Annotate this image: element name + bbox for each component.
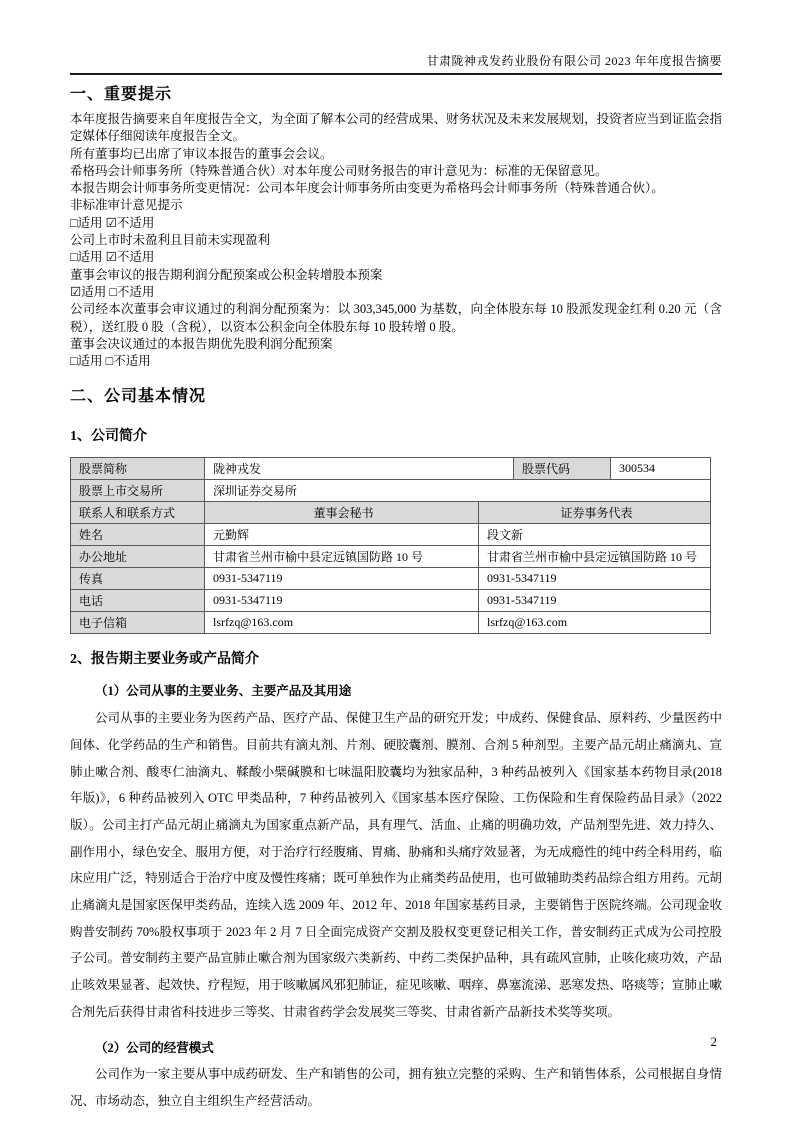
notice-checkbox-line: □适用 ☑不适用 — [70, 250, 155, 265]
table-cell-label: 传真 — [71, 568, 205, 590]
table-cell-value: 0931-5347119 — [205, 568, 479, 590]
table-row-phone — [71, 590, 711, 612]
header-rule — [70, 73, 722, 75]
paragraph-main-products: 公司从事的主要业务为医药产品、医疗产品、保健卫生产品的研究开发；中成药、保健食品、原料药、少量医药中间体、化学药品的生产和销售。目前共有滴丸剂、片剂、硬胶囊剂、膜剂、合剂 5 种剂型。主要产品元胡止痛滴丸、宣肺止嗽合剂、酸枣仁油滴丸、鞣酸小檗碱膜和七味温阳胶囊均为独家品种，3 种药品被列入《国家基本药物目录(2018 年版)》，6 种药品被列入 OTC 甲类品种，7 种药品被列入《国家基本医疗保险、工伤保险和生育保险药品目录》（2022 版）。公司主打产品元胡止痛滴丸为国家重点新产品，具有理气、活血、止痛的明确功效，产品剂型先进、效力持久、副作用小，绿色安全、服用方便，对于治疗行经腹痛、胃痛、胁痛和头痛疗效显著，为无成瘾性的纯中药全科用药，临床应用广泛，特别适合于治疗中度及慢性疼痛；既可单独作为止痛类药品使用，也可做辅助类药品综合组方用药。元胡止痛滴丸是国家医保甲类药品，连续入选 2009 年、2012 年、2018 年国家基药目录，主要销售于医院终端。公司现金收购普安制药 70%股权事项于 2023 年 2 月 7 日全面完成资产交割及股权变更登记相关工作，普安制药正式成为公司控股子公司。普安制药主要产品宣肺止嗽合剂为国家级六类新药、中药二类保护品种，具有疏风宣肺，止咳化痰功效，产品止咳效果显著、起效快、疗程短，用于咳嗽属风邪犯肺证，症见咳嗽、咽痒、鼻塞流涕、恶寒发热、咯痰等；宣肺止嗽合剂先后获得甘肃省科技进步三等奖、甘肃省药学会发展奖三等奖、甘肃省新产品新技术奖等奖项。 — [70, 711, 722, 1019]
table-cell-label: 股票简称 — [71, 458, 205, 480]
table-row-exchange — [71, 480, 711, 502]
table-cell-value: 陇神戎发 — [205, 458, 514, 480]
table-cell-value: 0931-5347119 — [205, 590, 479, 612]
notice-line: 所有董事均已出席了审议本报告的董事会会议。 — [70, 146, 333, 161]
table-row-fax — [71, 568, 711, 590]
notice-checkbox-line: ☑适用 □不适用 — [70, 284, 155, 299]
notice-line: 公司经本次董事会审议通过的利润分配预案为：以 303,345,000 为基数，向全体股东每 10 股派发现金红利 0.20 元（含税），送红股 0 股（含税），以资本公积金向全体股东每 10 股转增 0 股。 — [70, 302, 722, 334]
table-cell-label: 股票上市交易所 — [71, 480, 205, 502]
table-cell-value: 0931-5347119 — [479, 568, 711, 590]
table-cell-value: 300534 — [611, 458, 711, 480]
notice-line: 非标准审计意见提示 — [70, 198, 183, 213]
document-header — [70, 54, 722, 69]
table-row-email — [71, 612, 711, 634]
table-cell-value: 段文新 — [479, 524, 711, 546]
paragraph-business-model: 公司作为一家主要从事中成药研发、生产和销售的公司，拥有独立完整的采购、生产和销售体系，公司根据自身情况、市场动态，独立自主组织生产经营活动。 — [70, 1067, 722, 1108]
table-cell-label: 证券事务代表 — [479, 502, 711, 524]
table-cell-label: 股票代码 — [514, 458, 611, 480]
notice-checkbox-line: □适用 ☑不适用 — [70, 215, 155, 230]
table-cell-value: lsrfzq@163.com — [479, 612, 711, 634]
table-row-name — [71, 524, 711, 546]
notice-line: 本报告期会计师事务所变更情况：公司本年度会计师事务所由变更为希格玛会计师事务所（特殊普通合伙）。 — [70, 181, 664, 196]
subsection-title-company-intro: 1、公司简介 — [70, 429, 147, 445]
table-cell-label: 姓名 — [71, 524, 205, 546]
section-title-important-notice: 一、重要提示 — [70, 86, 173, 103]
table-cell-label: 董事会秘书 — [205, 502, 479, 524]
subsection-title-main-business: 2、报告期主要业务或产品简介 — [70, 652, 259, 668]
heading-main-products: （1）公司从事的主要业务、主要产品及其用途 — [95, 684, 352, 699]
notice-line: 董事会审议的报告期利润分配预案或公积金转增股本预案 — [70, 267, 383, 282]
table-cell-label: 电子信箱 — [71, 612, 205, 634]
header-title: 甘肃陇神戎发药业股份有限公司 2023 年年度报告摘要 — [426, 54, 722, 68]
notice-checkbox-line: □适用 □不适用 — [70, 354, 151, 369]
main-business-body — [70, 678, 722, 1114]
table-cell-label: 办公地址 — [71, 546, 205, 568]
heading-business-model: （2）公司的经营模式 — [95, 1040, 214, 1055]
section-title-company-basics: 二、公司基本情况 — [70, 388, 207, 406]
notice-line: 董事会决议通过的本报告期优先股利润分配预案 — [70, 336, 333, 351]
table-cell-value: lsrfzq@163.com — [205, 612, 479, 634]
table-cell-value: 0931-5347119 — [479, 590, 711, 612]
table-cell-label: 联系人和联系方式 — [71, 502, 205, 524]
table-row-stock-name — [71, 458, 711, 480]
page-number: 2 — [710, 1034, 717, 1049]
page-content — [70, 54, 722, 1115]
notice-line: 本年度报告摘要来自年度报告全文，为全面了解本公司的经营成果、财务状况及未来发展规划，投资者应当到证监会指定媒体仔细阅读年度报告全文。 — [70, 112, 722, 144]
table-cell-label: 电话 — [71, 590, 205, 612]
company-info-table — [70, 457, 711, 634]
notice-line: 公司上市时未盈利且目前未实现盈利 — [70, 233, 271, 248]
table-cell-value: 深圳证券交易所 — [205, 480, 711, 502]
table-cell-value: 甘肃省兰州市榆中县定远镇国防路 10 号 — [205, 546, 479, 568]
notice-line: 希格玛会计师事务所（特殊普通合伙）对本年度公司财务报告的审计意见为：标准的无保留意见。 — [70, 163, 608, 178]
important-notice-body — [70, 111, 722, 370]
table-row-address — [71, 546, 711, 568]
table-cell-value: 元勤辉 — [205, 524, 479, 546]
table-row-contacts-header — [71, 502, 711, 524]
table-cell-value: 甘肃省兰州市榆中县定远镇国防路 10 号 — [479, 546, 711, 568]
